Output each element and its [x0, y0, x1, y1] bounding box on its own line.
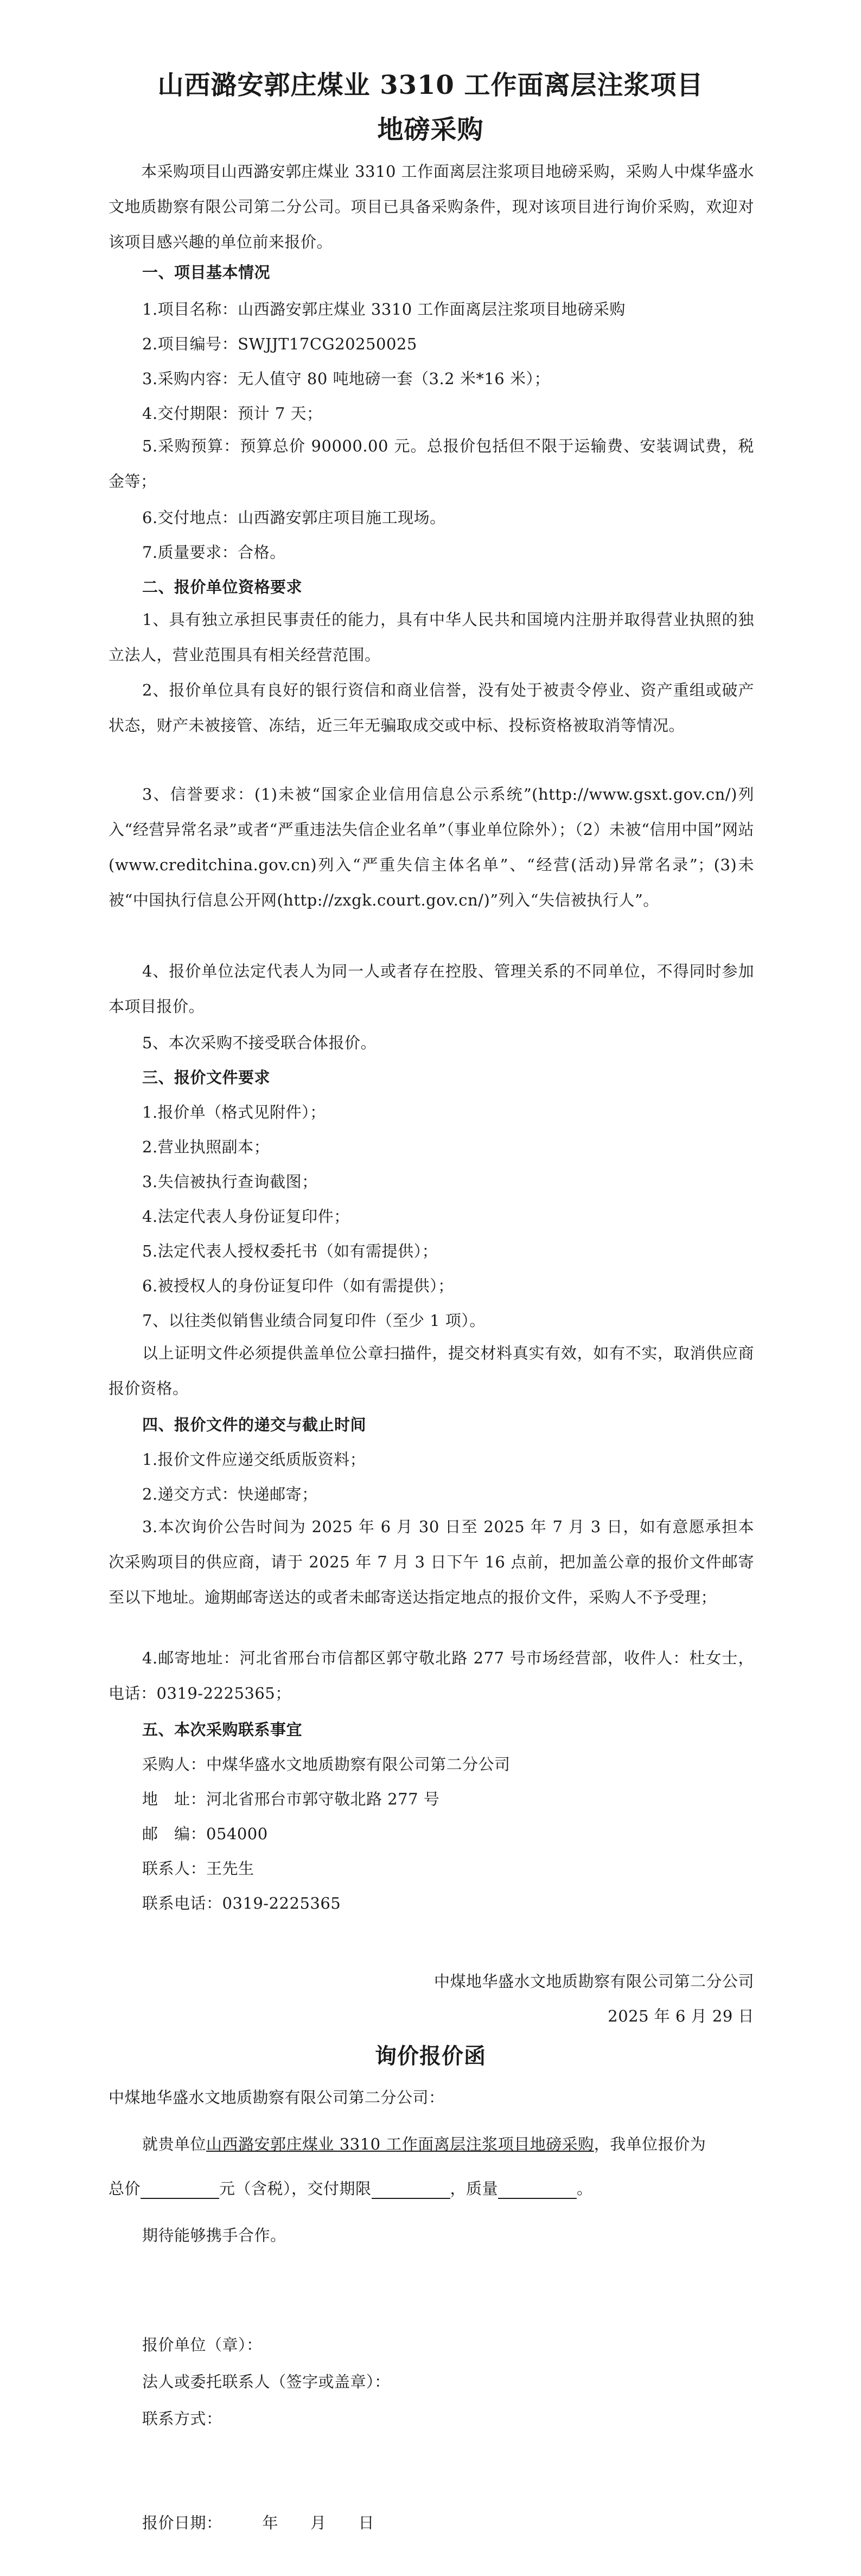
- s5-item: 地 址：河北省邢台市郭守敬北路 277 号: [142, 1790, 440, 1808]
- s1-item: 5.采购预算：预算总价 90000.00 元。总报价包括但不限于运输费、安装调试费，税金等；: [109, 437, 754, 490]
- section-3-heading: 三、报价文件要求: [142, 1068, 271, 1087]
- intro-paragraph: 本采购项目山西潞安郭庄煤业 3310 工作面离层注浆项目地磅采购，采购人中煤华盛水文地质勘察有限公司第二分公司。项目已具备采购条件，现对该项目进行询价采购，欢迎对该项目感兴趣的单位前来报价。: [109, 162, 754, 251]
- quote-quality-text: ，质量: [450, 2179, 499, 2198]
- s2-item: 4、报价单位法定代表人为同一人或者存在控股、管理关系的不同单位，不得同时参加本项目报价。: [109, 962, 754, 1016]
- s4-item: 1.报价文件应递交纸质版资料；: [142, 1450, 366, 1469]
- s3-note: 以上证明文件必须提供盖单位公章扫描件，提交材料真实有效，如有不实，取消供应商报价资格。: [109, 1344, 754, 1398]
- s3-item: 6.被授权人的身份证复印件（如有需提供）；: [142, 1277, 454, 1295]
- quote-addressee: 中煤地华盛水文地质勘察有限公司第二分公司：: [109, 2088, 445, 2107]
- field-legal-rep: 法人或委托联系人（签字或盖章）：: [142, 2373, 391, 2391]
- quote-letter-title: 询价报价函: [375, 2043, 486, 2069]
- quality-blank[interactable]: [498, 2182, 577, 2199]
- s4-item: 2.递交方式：快递邮寄；: [142, 1485, 318, 1503]
- notice-title-line2: 地磅采购: [377, 114, 484, 145]
- s2-item: 5、本次采购不接受联合体报价。: [142, 1034, 377, 1052]
- s3-item: 5.法定代表人授权委托书（如有需提供）；: [142, 1242, 438, 1260]
- s4-item: 4.邮寄地址：河北省邢台市信都区郭守敬北路 277 号市场经营部，收件人：杜女士，电话：0319-2225365；: [109, 1649, 754, 1703]
- s3-item: 4.法定代表人身份证复印件；: [142, 1207, 350, 1226]
- s1-item: 4.交付期限：预计 7 天；: [142, 404, 323, 423]
- quote-end-mark: 。: [577, 2179, 593, 2198]
- quote-closing: 期待能够携手合作。: [142, 2226, 286, 2245]
- section-1-heading: 一、项目基本情况: [142, 263, 271, 282]
- quote-total-label: 总价: [109, 2179, 141, 2198]
- s2-item: 2、报价单位具有良好的银行资信和商业信誉，没有处于被责令停业、资产重组或破产状态，财产未被接管、冻结，近三年无骗取成交或中标、投标资格被取消等情况。: [109, 681, 754, 735]
- s3-item: 7、以往类似销售业绩合同复印件（至少 1 项）。: [142, 1311, 486, 1330]
- total-price-blank[interactable]: [141, 2182, 219, 2199]
- s1-item: 6.交付地点：山西潞安郭庄项目施工现场。: [142, 508, 446, 527]
- s1-item: 1.项目名称：山西潞安郭庄煤业 3310 工作面离层注浆项目地磅采购: [142, 300, 626, 318]
- quote-body-prefix: 就贵单位: [142, 2135, 207, 2153]
- signature-date: 2025 年 6 月 29 日: [608, 2007, 754, 2025]
- field-contact: 联系方式：: [142, 2409, 222, 2428]
- s5-item: 邮 编：054000: [142, 1825, 268, 1843]
- field-quote-date: 报价日期： 年 月 日: [142, 2514, 375, 2532]
- quote-body-line2: [109, 2177, 593, 2199]
- s1-item: 3.采购内容：无人值守 80 吨地磅一套（3.2 米*16 米）；: [142, 369, 550, 388]
- s3-item: 2.营业执照副本；: [142, 1138, 270, 1156]
- s3-item: 3.失信被执行查询截图；: [142, 1172, 318, 1191]
- quote-body-line1: [142, 2132, 706, 2154]
- s2-item: 3、信誉要求：(1)未被“国家企业信用信息公示系统”(http://www.gsxt.gov.cn/)列入“经营异常名录”或者“严重违法失信企业名单”（事业单位除外）；（2）未被“信用中国”网站(www.creditchina.gov.cn)列入“严重失信主体名单”、“经营(活动)异常名录”；(3)未被“中国执行信息公开网(http://zxgk.court.gov.cn/)”列入“失信被执行人”。: [109, 785, 754, 909]
- quote-body-suffix: ，我单位报价为: [594, 2135, 706, 2153]
- s1-item: 2.项目编号：SWJJT17CG20250025: [142, 335, 417, 353]
- section-5-heading: 五、本次采购联系事宜: [142, 1720, 303, 1739]
- section-4-heading: 四、报价文件的递交与截止时间: [142, 1415, 367, 1434]
- quote-unit-text: 元（含税），交付期限: [219, 2179, 372, 2198]
- delivery-period-blank[interactable]: [372, 2182, 450, 2199]
- s1-item: 7.质量要求：合格。: [142, 543, 286, 562]
- s4-item: 3.本次询价公告时间为 2025 年 6 月 30 日至 2025 年 7 月 3 日，如有意愿承担本次采购项目的供应商，请于 2025 年 7 月 3 日下午 16 点前，把加盖公章的报价文件邮寄至以下地址。逾期邮寄送达的或者未邮寄送达指定地点的报价文件，采购人不予受理；: [109, 1517, 754, 1606]
- s5-item: 联系人：王先生: [142, 1859, 254, 1878]
- notice-title-line1: 山西潞安郭庄煤业 3310 工作面离层注浆项目: [157, 70, 704, 100]
- section-2-heading: 二、报价单位资格要求: [142, 578, 303, 596]
- s5-item: 采购人：中煤华盛水文地质勘察有限公司第二分公司: [142, 1755, 511, 1774]
- s2-item: 1、具有独立承担民事责任的能力，具有中华人民共和国境内注册并取得营业执照的独立法人，营业范围具有相关经营范围。: [109, 610, 754, 664]
- field-quote-unit: 报价单位（章）：: [142, 2336, 263, 2354]
- s5-item: 联系电话：0319-2225365: [142, 1894, 341, 1912]
- quote-project-name: 山西潞安郭庄煤业 3310 工作面离层注浆项目地磅采购: [206, 2135, 594, 2153]
- signature-company: 中煤地华盛水文地质勘察有限公司第二分公司: [433, 1972, 754, 1991]
- s3-item: 1.报价单（格式见附件）；: [142, 1103, 326, 1121]
